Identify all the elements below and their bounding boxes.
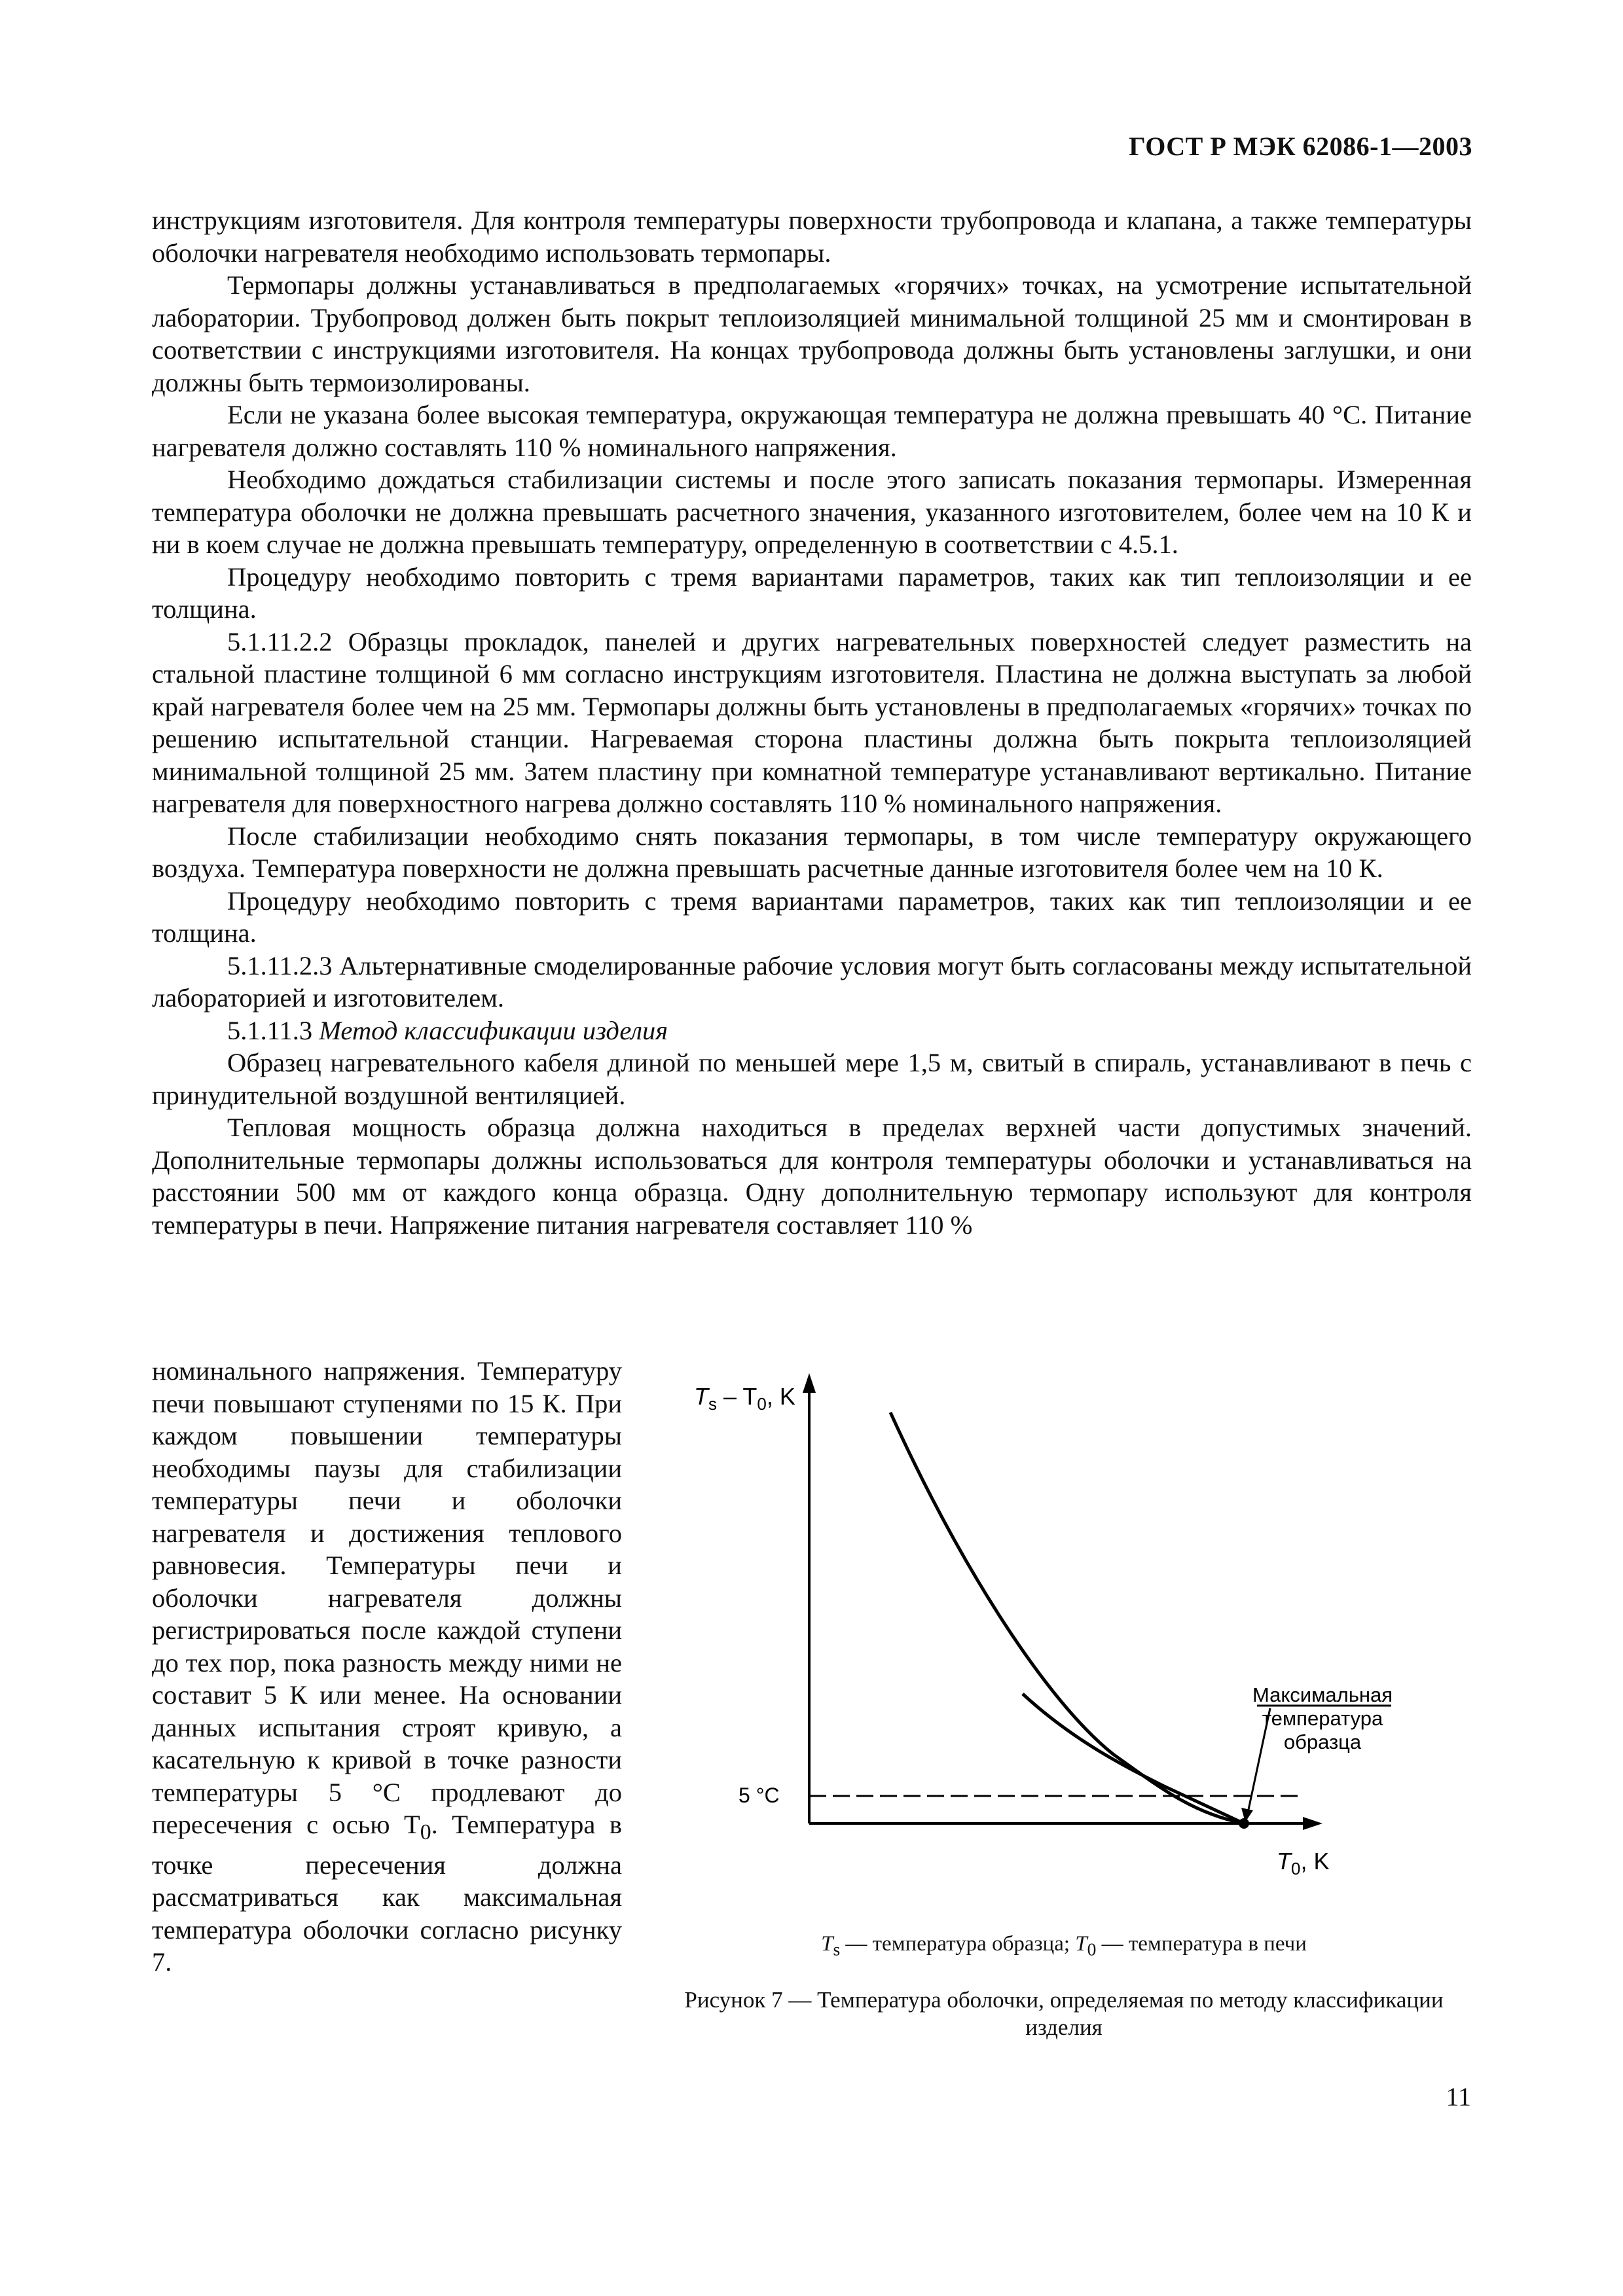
x-axis-label: $T_0$, K [1277, 1848, 1330, 1878]
text-part: номинального напряжения. Температуру печи повышают ступенями по 15 К. При каждом повышении температуры необходимы паузы для стабилизации температуры печи и оболочки нагревателя и достижения теплового равновесия. Температуры печи и оболочки нагревателя должны регистрироваться после каждой ступени до тех пор, пока разность между ними не составит 5 К или менее. На основании данных испытания строят кривую, а касательную к кривой в точке разности температуры 5 °С продлевают до пересечения с осью T [152, 1356, 622, 1839]
paragraph: После стабилизации необходимо снять показания термопары, в том числе температуру окружающего воздуха. Температура поверхности не должна превышать расчетные данные изготовителя более чем на 10 К. [152, 821, 1472, 883]
annotation-line1: Максимальная [1252, 1683, 1393, 1706]
legend-sub: 0 [1087, 1939, 1097, 1960]
measured-curve [890, 1412, 1244, 1823]
paragraph: Термопары должны устанавливаться в предполагаемых «горячих» точках, на усмотрение испытательной лаборатории. Трубопровод должен быть покрыт теплоизоляцией минимальной толщиной 25 мм и смонтирован в соответствии с инструкциями изготовителя. На концах трубопровода должны быть установлены заглушки, и они должны быть термоизолированы. [152, 270, 1472, 397]
paragraph: Если не указана более высокая температура, окружающая температура не должна превышать 40 °С. Питание нагревателя должно составлять 110 % номинального напряжения. [152, 400, 1472, 462]
figure-legend [655, 1931, 1473, 1963]
annotation-line3: образца [1283, 1731, 1362, 1753]
body-text [152, 204, 1472, 1241]
page-number: 11 [1446, 2082, 1471, 2111]
page-header: ГОСТ Р МЭК 62086-1—2003 [1129, 132, 1472, 161]
ref-level-label: 5 °C [739, 1784, 780, 1807]
legend-symbol: T [821, 1932, 833, 1956]
paragraph: 5.1.11.2.2 Образцы прокладок, панелей и других нагревательных поверхностей следует разместить на стальной пластине толщиной 6 мм согласно инструкциям изготовителя. Пластина не должна выступать за любой край нагревателя более чем на 25 мм. Термопары должны быть установлены в предполагаемых «горячих» точках по решению испытательной станции. Нагреваемая сторона пластины должна быть покрыта теплоизоляцией минимальной толщиной 25 мм. Затем пластину при комнатной температуре устанавливают вертикально. Питание нагревателя для поверхностного нагрева должно составлять 110 % номинального напряжения. [152, 626, 1472, 818]
legend-symbol: T [1075, 1932, 1087, 1956]
paragraph [152, 1355, 622, 1979]
text-part: . Температура в точке пересечения должна рассматриваться как максимальная температура оболочки согласно рисунку 7. [152, 1810, 622, 1977]
y-axis-label: $T_s - T_0$, K [694, 1383, 795, 1414]
section-number: 5.1.11.3 [227, 1015, 313, 1045]
paragraph: Процедуру необходимо повторить с тремя вариантами параметров, таких как тип теплоизоляции и ее толщина. [152, 562, 1472, 624]
annotation-line2: температура [1262, 1707, 1383, 1730]
tangent-line [1023, 1694, 1244, 1823]
legend-sub: s [833, 1939, 841, 1960]
annotation-leader [1247, 1708, 1270, 1816]
figure-caption: Рисунок 7 — Температура оболочки, определяемая по методу классификации изделия [684, 1987, 1444, 2040]
legend-text: — температура образца; [840, 1932, 1076, 1956]
paragraph: Тепловая мощность образца должна находиться в пределах верхней части допустимых значений. Дополнительные термопары должны использоваться для контроля температуры оболочки и устанавливаться на расстоянии 500 мм от каждого конца образца. Одну дополнительную термопару используют для контроля температуры в печи. Напряжение питания нагревателя составляет 110 % [152, 1113, 1472, 1240]
subscript: 0 [420, 1820, 431, 1845]
intersection-point [1239, 1818, 1249, 1829]
figure-graph [655, 1361, 1473, 1924]
legend-text: — температура в печи [1096, 1932, 1307, 1956]
left-column-text [152, 1355, 622, 1979]
y-axis-arrow [803, 1373, 816, 1393]
x-axis-arrow [1303, 1817, 1322, 1830]
paragraph: Образец нагревательного кабеля длиной по меньшей мере 1,5 м, свитый в спираль, устанавливают в печь с принудительной воздушной вентиляцией. [152, 1048, 1472, 1110]
paragraph: 5.1.11.2.3 Альтернативные смоделированные рабочие условия могут быть согласованы между испытательной лабораторией и изготовителем. [152, 950, 1472, 1013]
paragraph: Необходимо дождаться стабилизации системы и после этого записать показания термопары. Измеренная температура оболочки не должна превышать расчетного значения, указанного изготовителем, более чем на 10 К и ни в коем случае не должна превышать температуру, определенную в соответствии с 4.5.1. [152, 465, 1472, 559]
paragraph: инструкциям изготовителя. Для контроля температуры поверхности трубопровода и клапана, а также температуры оболочки нагревателя необходимо использовать термопары. [152, 206, 1472, 268]
paragraph: Процедуру необходимо повторить с тремя вариантами параметров, таких как тип теплоизоляции и ее толщина. [152, 886, 1472, 948]
section-title: Метод классификации изделия [319, 1015, 668, 1045]
figure-7 [655, 1361, 1473, 2094]
section-heading [152, 1014, 1472, 1047]
